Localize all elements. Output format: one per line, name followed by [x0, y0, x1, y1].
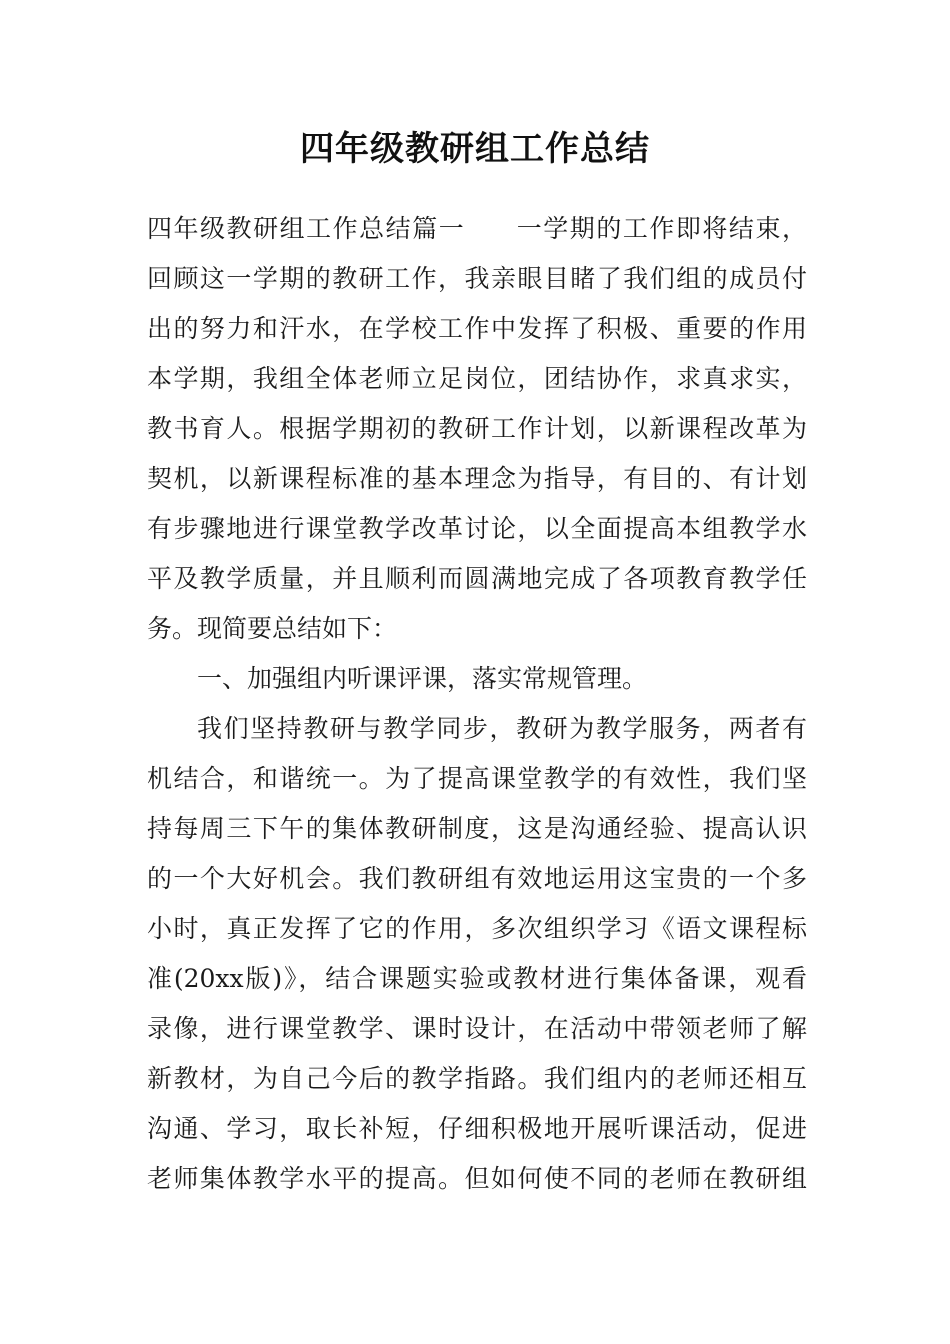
body-line — [147, 204, 807, 254]
body-line: 机结合，和谐统一。为了提高课堂教学的有效性，我们坚 — [147, 764, 807, 793]
body-line: 小时，真正发挥了它的作用，多次组织学习《语文课程标 — [147, 914, 807, 943]
body-line: 的一个大好机会。我们教研组有效地运用这宝贵的一个多 — [147, 864, 807, 893]
section-heading-inline: 四年级教研组工作总结篇一 — [147, 214, 466, 243]
body-line: 持每周三下午的集体教研制度，这是沟通经验、提高认识 — [147, 814, 807, 843]
body-line: 出的努力和汗水，在学校工作中发挥了积极、重要的作用 — [147, 314, 807, 343]
document-title: 四年级教研组工作总结 — [300, 129, 650, 169]
body-line: 准(20xx版)》，结合课题实验或教材进行集体备课，观看 — [147, 964, 807, 993]
section-heading: 一、加强组内听课评课，落实常规管理。 — [197, 664, 648, 693]
body-line: 契机，以新课程标准的基本理念为指导，有目的、有计划 — [147, 464, 807, 493]
body-line: 有步骤地进行课堂教学改革讨论，以全面提高本组教学水 — [147, 514, 807, 543]
body-line: 新教材，为自己今后的教学指路。我们组内的老师还相互 — [147, 1064, 807, 1093]
body-text-inline: 一学期的工作即将结束， — [515, 214, 807, 243]
body-line: 回顾这一学期的教研工作，我亲眼目睹了我们组的成员付 — [147, 264, 807, 293]
body-line: 本学期，我组全体老师立足岗位，团结协作，求真求实， — [147, 364, 807, 393]
document-body — [147, 204, 807, 1204]
body-line: 务。现简要总结如下： — [147, 614, 398, 643]
body-line: 录像，进行课堂教学、课时设计，在活动中带领老师了解 — [147, 1014, 807, 1043]
body-line: 我们坚持教研与教学同步，教研为教学服务，两者有 — [197, 714, 807, 743]
body-line: 沟通、学习，取长补短，仔细积极地开展听课活动，促进 — [147, 1114, 807, 1143]
body-line: 老师集体教学水平的提高。但如何使不同的老师在教研组 — [147, 1164, 807, 1193]
body-line: 教书育人。根据学期初的教研工作计划，以新课程改革为 — [147, 414, 807, 443]
body-line: 平及教学质量，并且顺利而圆满地完成了各项教育教学任 — [147, 564, 807, 593]
